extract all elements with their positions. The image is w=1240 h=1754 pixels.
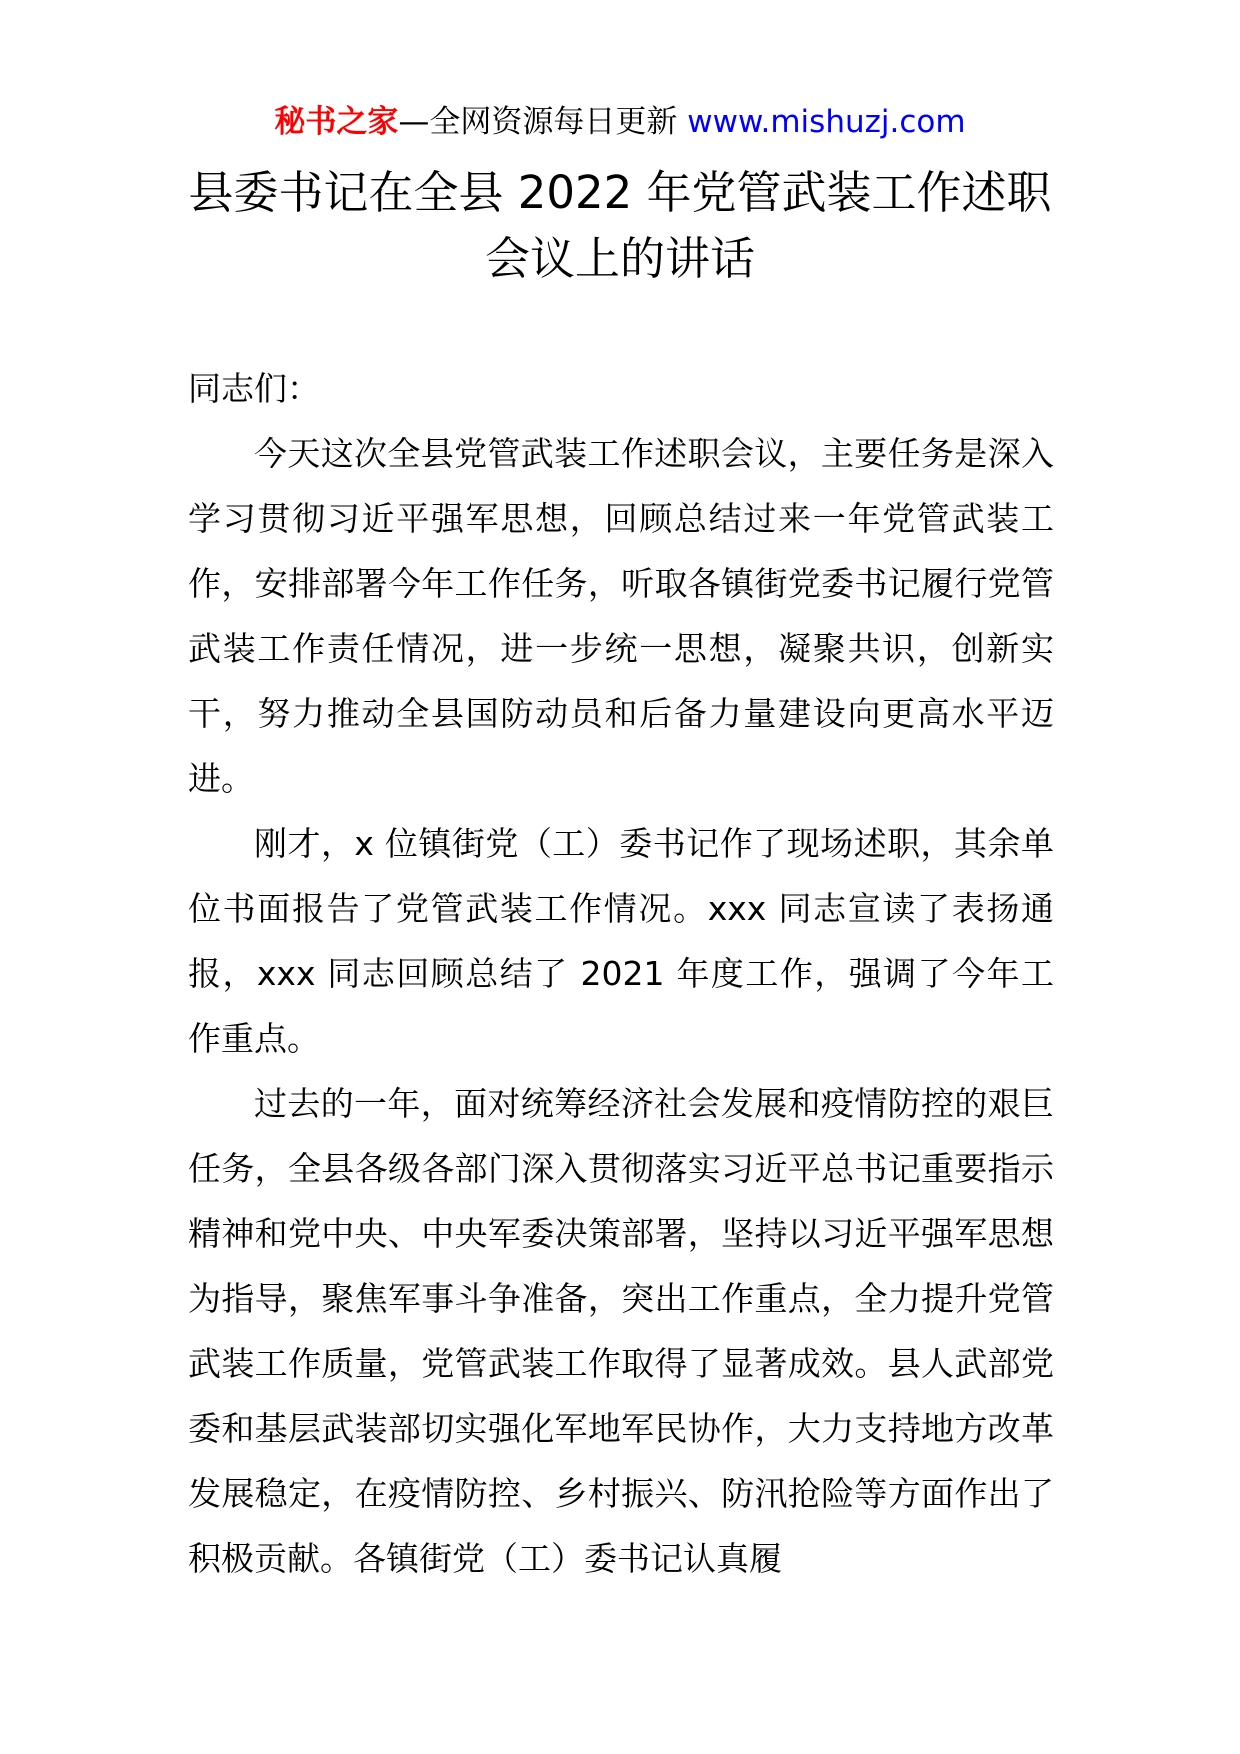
paragraph-3: 过去的一年，面对统筹经济社会发展和疫情防控的艰巨任务，全县各级各部门深入贯彻落实习近平总书记重要指示精神和党中央、中央军委决策部署，坚持以习近平强军思想为指导，聚焦军事斗争准备，突出工作重点，全力提升党管武装工作质量，党管武装工作取得了显著成效。县人武部党委和基层武装部切实强化军地军民协作，大力支持地方改革发展稳定，在疫情防控、乡村振兴、防汛抢险等方面作出了积极贡献。各镇街党（工）委书记认真履 [188,1084,1054,1578]
document-title [150,160,1090,292]
salutation: 同志们： [188,369,320,408]
paragraph-1: 今天这次全县党管武装工作述职会议，主要任务是深入学习贯彻习近平强军思想，回顾总结过来一年党管武装工作，安排部署今年工作任务，听取各镇街党委书记履行党管武装工作责任情况，进一步统一思想，凝聚共识，创新实干，努力推动全县国防动员和后备力量建设向更高水平迈进。 [188,434,1054,798]
brand-name: 秘书之家 [274,104,399,140]
header-tagline: —全网资源每日更新 [398,104,678,140]
site-header [0,100,1240,144]
paragraph-2: 刚才，x 位镇街党（工）委书记作了现场述职，其余单位书面报告了党管武装工作情况。xxx 同志宣读了表扬通报，xxx 同志回顾总结了 2021 年度工作，强调了今年工作重点。 [188,824,1054,1058]
title-line-2: 会议上的讲话 [484,232,755,285]
title-line-1: 县委书记在全县 2022 年党管武装工作述职 [188,166,1052,219]
document-body [188,356,1054,1591]
site-url-link[interactable]: www.mishuzj.com [687,104,966,140]
